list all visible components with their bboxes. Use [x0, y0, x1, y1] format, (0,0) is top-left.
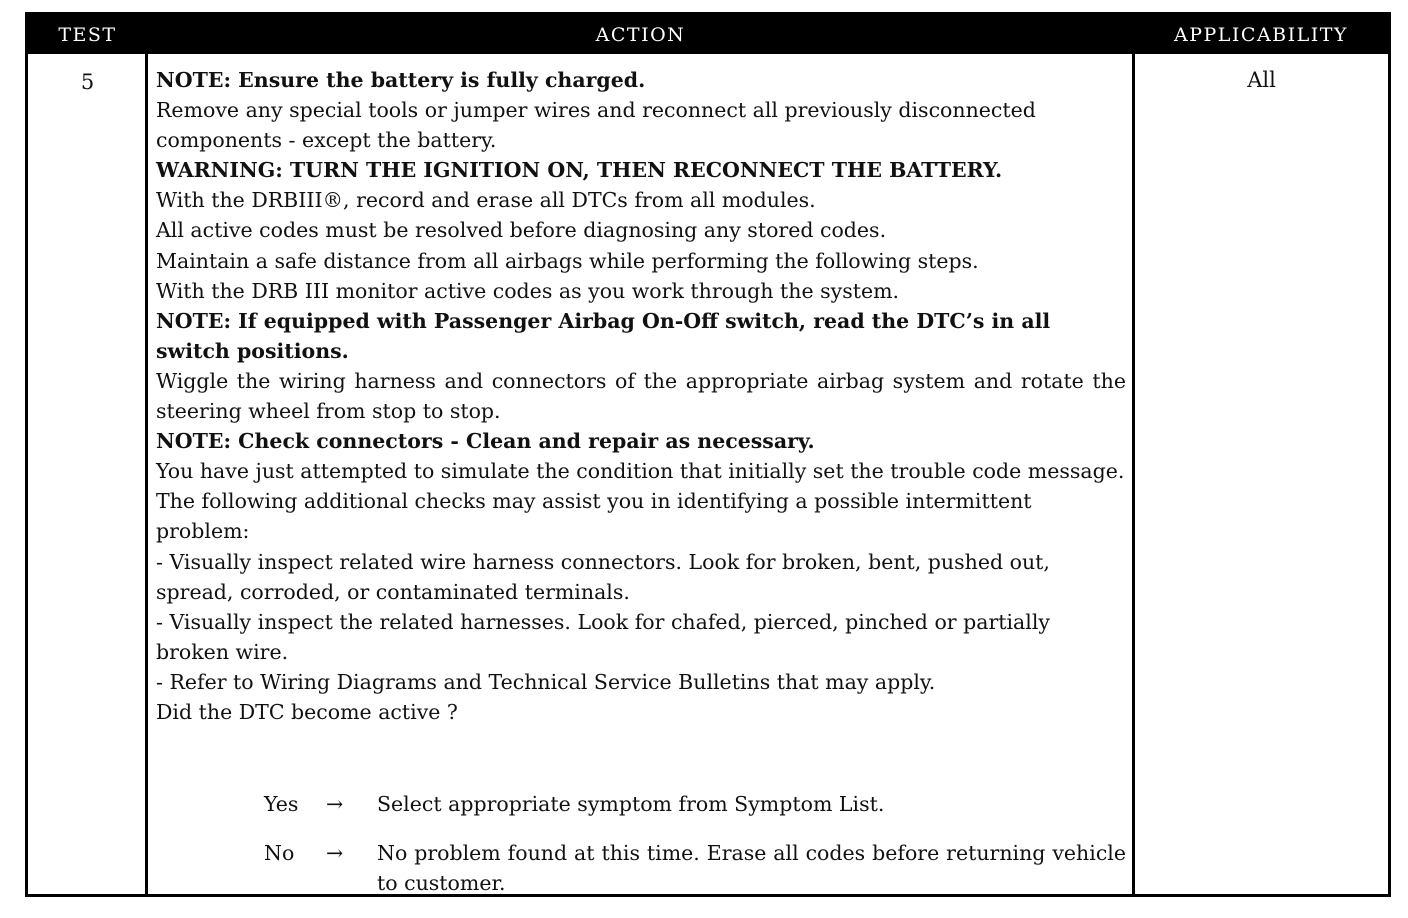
header-test: TEST	[58, 24, 117, 46]
table-header-row	[28, 15, 1388, 54]
action-cell	[156, 65, 1126, 896]
inspect-harnesses-text: - Visually inspect the related harnesses. Look for chafed, pierced, pinched or partially broken wire.	[156, 609, 1050, 664]
remove-tools-text: Remove any special tools or jumper wires and reconnect all previously disconnected components - except the battery.	[156, 98, 1036, 153]
warning-text: WARNING: TURN THE IGNITION ON, THEN RECONNECT THE BATTERY.	[156, 158, 1003, 183]
note-connectors: NOTE: Check connectors - Clean and repair as necessary.	[156, 429, 815, 454]
yes-outcome-text: Select appropriate symptom from Symptom List.	[377, 792, 885, 816]
note-battery: NOTE: Ensure the battery is fully charged.	[156, 68, 646, 92]
header-action: ACTION	[595, 24, 686, 46]
arrow-icon: →	[326, 792, 344, 816]
yes-label: Yes	[264, 792, 299, 816]
wiggle-text: Wiggle the wiring harness and connectors of the appropriate airbag system and rotate the steering wheel from stop to stop.	[156, 368, 1126, 424]
active-codes-text: All active codes must be resolved before diagnosing any stored codes.	[156, 218, 887, 243]
simulate-text: You have just attempted to simulate the condition that initially set the trouble code message.	[156, 459, 1125, 484]
no-label: No	[264, 841, 295, 865]
applicability-value: All	[1247, 68, 1276, 92]
record-erase-text: With the DRBIII®, record and erase all DTCs from all modules.	[156, 188, 816, 213]
note-switch: NOTE: If equipped with Passenger Airbag On-Off switch, read the DTC’s in all switch positions.	[156, 308, 1051, 363]
arrow-icon: →	[326, 841, 344, 865]
safe-distance-text: Maintain a safe distance from all airbags while performing the following steps.	[156, 248, 979, 273]
monitor-text: With the DRB III monitor active codes as you work through the system.	[156, 278, 900, 303]
question-text: Did the DTC become active ?	[156, 699, 458, 724]
header-applicability: APPLICABILITY	[1174, 24, 1348, 46]
inspect-connectors-text: - Visually inspect related wire harness connectors. Look for broken, bent, pushed out, spread, corroded, or contaminated terminals.	[156, 549, 1050, 604]
additional-checks-text: The following additional checks may assist you in identifying a possible intermittent problem:	[156, 489, 1032, 544]
test-number: 5	[80, 70, 95, 94]
refer-diagrams-text: - Refer to Wiring Diagrams and Technical Service Bulletins that may apply.	[156, 669, 936, 694]
column-divider	[145, 54, 148, 894]
diagnostic-table	[25, 12, 1391, 897]
no-outcome-text: No problem found at this time. Erase all codes before returning vehicle to customer.	[377, 841, 1126, 896]
column-divider	[1132, 54, 1135, 894]
